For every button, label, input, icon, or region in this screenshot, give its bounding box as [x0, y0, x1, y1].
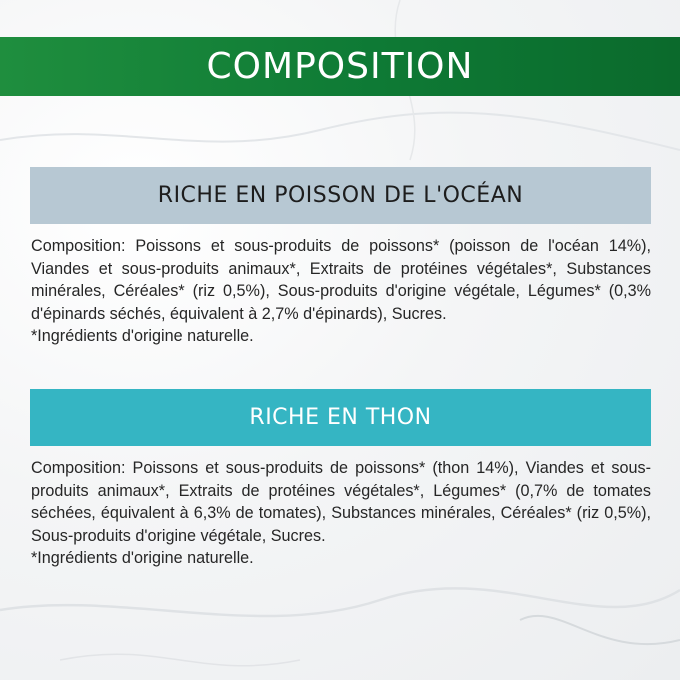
composition-header [0, 37, 680, 96]
footnote-tuna: *Ingrédients d'origine naturelle. [31, 549, 254, 567]
composition-text-tuna: Composition: Poissons et sous-produits de poissons* (thon 14%), Viandes et sous-produits animaux*, Extraits de protéines végétales*, Légumes* (0,7% de tomates séchées, équivalent à 6,3% de tomates), Substances minérales, Céréales* (riz 0,5%), Sous-produits d'origine végétale, Sucres. [31, 459, 651, 545]
section-header-ocean [30, 167, 651, 224]
page-title: COMPOSITION [206, 46, 474, 87]
section-body-tuna [31, 457, 651, 570]
footnote-ocean: *Ingrédients d'origine naturelle. [31, 327, 254, 345]
section-header-tuna [30, 389, 651, 446]
section-body-ocean [31, 235, 651, 348]
section-title-ocean: RICHE EN POISSON DE L'OCÉAN [157, 183, 524, 208]
section-title-tuna: RICHE EN THON [249, 405, 432, 430]
composition-text-ocean: Composition: Poissons et sous-produits de poissons* (poisson de l'océan 14%), Viandes et sous-produits animaux*, Extraits de protéines végétales*, Substances minérales, Céréales* (riz 0,5%), Sous-produits d'origine végétale, Légumes* (0,3% d'épinards séchés, équivalent à 2,7% d'épinards), Sucres. [31, 237, 651, 323]
